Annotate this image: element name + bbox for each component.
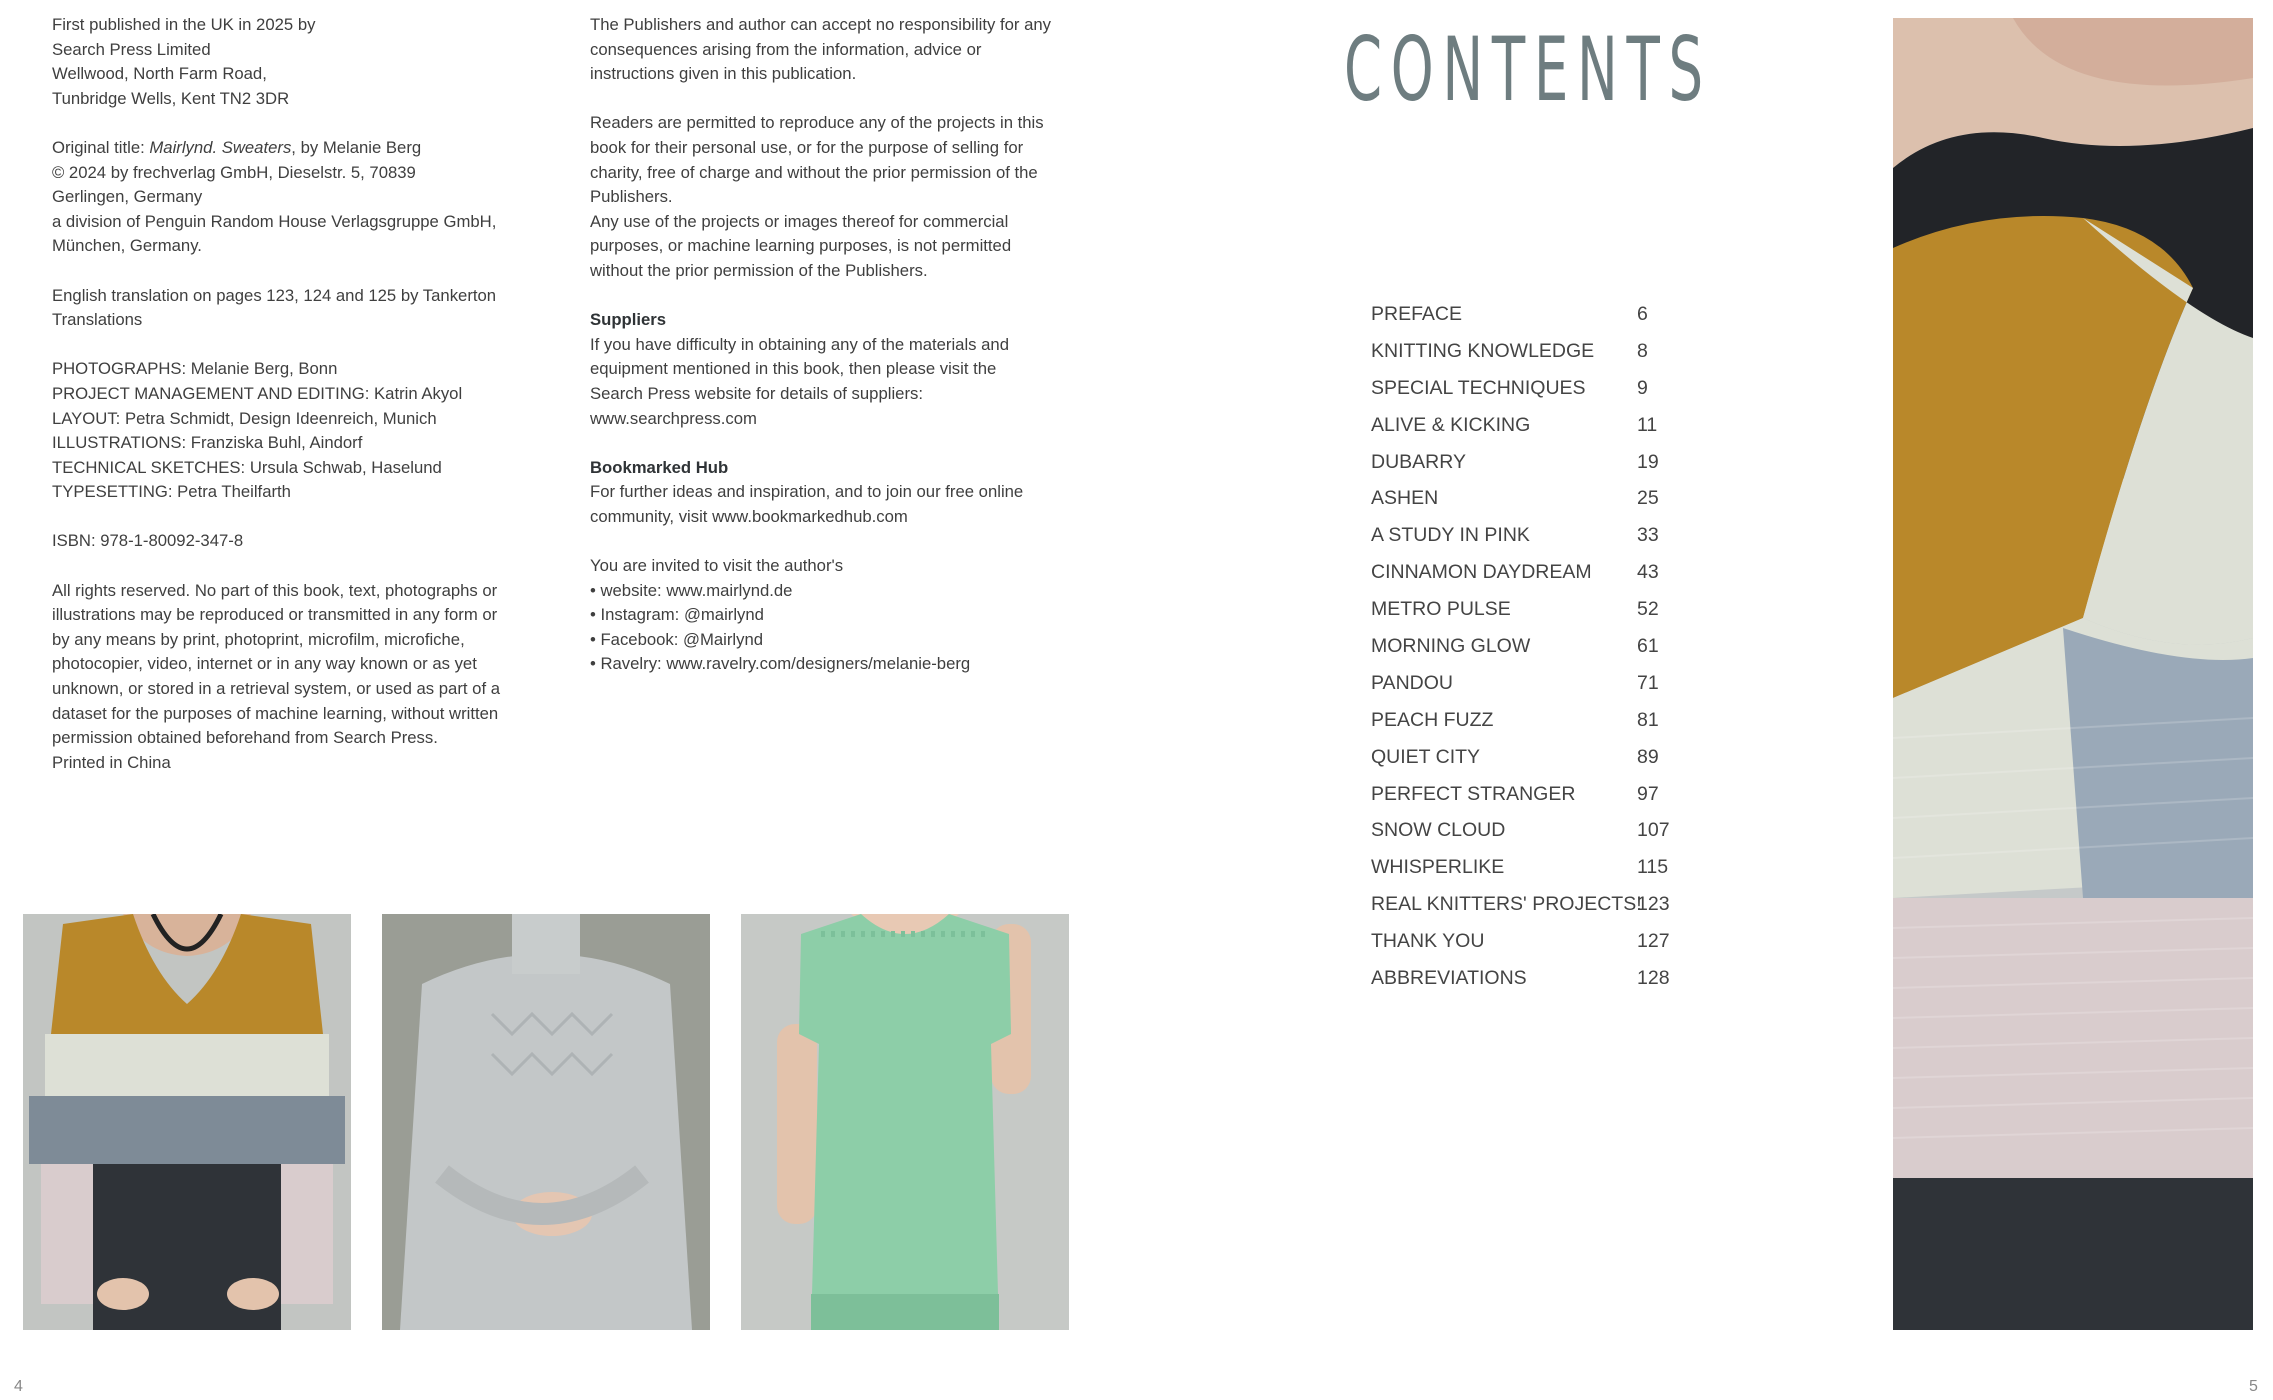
toc-entry-page: 107 [1637, 819, 1670, 842]
toc-entry-page: 115 [1637, 856, 1669, 879]
imprint-column-2 [590, 13, 1080, 702]
text-line: Any use of the projects or images thereof for commercial [590, 211, 1009, 231]
toc-entry-title: REAL KNITTERS' PROJECTS! [1371, 893, 1642, 916]
toc-entry-title: METRO PULSE [1371, 598, 1511, 621]
toc-entry[interactable] [1371, 591, 1691, 628]
text-line: Tunbridge Wells, Kent TN2 3DR [52, 88, 290, 108]
toc-entry[interactable] [1371, 370, 1691, 407]
text-line: unknown, or stored in a retrieval system, or used as part of a [52, 679, 500, 699]
suppliers-section [590, 308, 1080, 431]
text-line: equipment mentioned in this book, then please visit the [590, 359, 997, 379]
toc-entry-page: 127 [1637, 930, 1670, 953]
toc-entry-title: PANDOU [1371, 671, 1453, 694]
text-line: ISBN: 978-1-80092-347-8 [52, 531, 244, 551]
toc-entry-page: 123 [1637, 893, 1670, 916]
toc-entry[interactable] [1371, 702, 1691, 739]
toc-entry[interactable] [1371, 960, 1691, 997]
toc-entry-page: 33 [1637, 524, 1659, 547]
text-line: For further ideas and inspiration, and to join our free online [590, 482, 1024, 502]
toc-entry-title: THANK YOU [1371, 930, 1485, 953]
toc-entry-title: DUBARRY [1371, 450, 1466, 473]
text-line: TECHNICAL SKETCHES: Ursula Schwab, Haselund [52, 457, 442, 477]
text-line: The Publishers and author can accept no responsibility for any [590, 15, 1052, 34]
text-line: Printed in China [52, 752, 171, 772]
photo-mint-top [741, 914, 1069, 1330]
text-line: dataset for the purposes of machine learning, without written [52, 703, 499, 723]
rights-notice [52, 579, 532, 776]
text-line: purposes, or machine learning purposes, is not permitted [590, 236, 1012, 256]
text-line: Readers are permitted to reproduce any of the projects in this [590, 113, 1044, 133]
toc-entry-title: ALIVE & KICKING [1371, 413, 1531, 436]
toc-entry-title: ABBREVIATIONS [1371, 966, 1527, 989]
photo-mint-top-illustration [741, 914, 1069, 1330]
text-line: If you have difficulty in obtaining any of the materials and [590, 334, 1009, 354]
toc-entry[interactable] [1371, 776, 1691, 813]
toc-entry[interactable] [1371, 849, 1691, 886]
text-line: All rights reserved. No part of this book, text, photographs or [52, 580, 498, 600]
text-line: Search Press Limited [52, 39, 211, 59]
toc-entry-page: 43 [1637, 561, 1659, 584]
toc-entry-title: SNOW CLOUD [1371, 819, 1506, 842]
photo-striped-sweater [23, 914, 351, 1330]
toc-entry-title: WHISPERLIKE [1371, 856, 1505, 879]
toc-entry[interactable] [1371, 480, 1691, 517]
text-line: Translations [52, 310, 143, 330]
toc-entry-page: 89 [1637, 745, 1659, 768]
text-line: illustrations may be reproduced or transmitted in any form or [52, 605, 498, 625]
imprint-column-1 [52, 13, 532, 800]
text-line: without the prior permission of the Publishers. [590, 260, 928, 280]
author-instagram: • Instagram: @mairlynd [590, 605, 764, 625]
publication-info [52, 13, 532, 111]
text-line: PROJECT MANAGEMENT AND EDITING: Katrin Akyol [52, 383, 463, 403]
original-title-info [52, 136, 532, 259]
text-line: Wellwood, North Farm Road, [52, 64, 267, 84]
toc-entry-page: 97 [1637, 782, 1659, 805]
text-line: charity, free of charge and without the prior permission of the [590, 162, 1038, 182]
text-line: permission obtained beforehand from Search Press. [52, 728, 438, 748]
text-line: TYPESETTING: Petra Theilfarth [52, 482, 291, 502]
text-line: a division of Penguin Random House Verlagsgruppe GmbH, [52, 211, 497, 231]
text-line: photocopier, video, internet or in any way known or as yet [52, 654, 477, 674]
toc-entry[interactable] [1371, 739, 1691, 776]
toc-entry[interactable] [1371, 296, 1691, 333]
toc-entry-title: ASHEN [1371, 487, 1439, 510]
text-line: by any means by print, photoprint, microfilm, microfiche, [52, 629, 465, 649]
toc-entry-page: 128 [1637, 966, 1670, 989]
isbn [52, 529, 532, 554]
text-line: PHOTOGRAPHS: Melanie Berg, Bonn [52, 359, 338, 379]
text-line: ILLUSTRATIONS: Franziska Buhl, Aindorf [52, 433, 363, 453]
toc-entry-page: 61 [1637, 634, 1659, 657]
toc-entry-title: PERFECT STRANGER [1371, 782, 1576, 805]
disclaimer [590, 13, 1080, 87]
toc-entry-page: 9 [1637, 376, 1648, 399]
toc-entry-page: 6 [1637, 302, 1648, 325]
original-title: Mairlynd. Sweaters [149, 137, 292, 157]
toc-entry-title: PREFACE [1371, 302, 1463, 325]
toc-entry[interactable] [1371, 407, 1691, 444]
toc-entry[interactable] [1371, 665, 1691, 702]
author-website: • website: www.mairlynd.de [590, 580, 793, 600]
original-title-suffix: , by Melanie Berg [291, 137, 422, 157]
table-of-contents [1371, 296, 1691, 997]
text-line: consequences arising from the information, advice or [590, 39, 982, 59]
credits [52, 357, 532, 505]
photo-grey-sweater [382, 914, 710, 1330]
photo-sweater-closeup [1893, 18, 2253, 1330]
toc-entry-page: 81 [1637, 708, 1659, 731]
text-line: Gerlingen, Germany [52, 187, 203, 207]
toc-entry[interactable] [1371, 444, 1691, 481]
text-line: community, visit www.bookmarkedhub.com [590, 506, 908, 526]
toc-entry-page: 19 [1637, 450, 1659, 473]
text-line: instructions given in this publication. [590, 64, 857, 84]
author-ravelry: • Ravelry: www.ravelry.com/designers/melanie-berg [590, 654, 971, 674]
text-line: You are invited to visit the author's [590, 556, 844, 576]
toc-entry[interactable] [1371, 333, 1691, 370]
toc-entry-title: SPECIAL TECHNIQUES [1371, 376, 1586, 399]
suppliers-link: www.searchpress.com [590, 408, 757, 428]
hub-heading: Bookmarked Hub [590, 457, 729, 477]
toc-entry-title: KNITTING KNOWLEDGE [1371, 339, 1595, 362]
toc-entry[interactable] [1371, 554, 1691, 591]
toc-entry[interactable] [1371, 517, 1691, 554]
photo-grey-sweater-illustration [382, 914, 710, 1330]
text-line: © 2024 by frechverlag GmbH, Dieselstr. 5, 70839 [52, 162, 416, 182]
toc-entry-title: QUIET CITY [1371, 745, 1481, 768]
left-page [0, 0, 1136, 1400]
toc-entry-page: 71 [1637, 671, 1659, 694]
page-number-right: 5 [2249, 1378, 2258, 1395]
toc-entry-page: 8 [1637, 339, 1648, 362]
toc-entry-page: 52 [1637, 598, 1659, 621]
text-line: München, Germany. [52, 236, 202, 256]
toc-entry[interactable] [1371, 812, 1691, 849]
translation-info [52, 284, 532, 333]
toc-entry-page: 25 [1637, 487, 1659, 510]
toc-entry-title: PEACH FUZZ [1371, 708, 1494, 731]
author-links [590, 554, 1080, 677]
toc-entry[interactable] [1371, 628, 1691, 665]
suppliers-heading: Suppliers [590, 310, 667, 330]
text-line: LAYOUT: Petra Schmidt, Design Ideenreich, Munich [52, 408, 437, 428]
toc-entry-page: 11 [1637, 413, 1658, 436]
original-title-line [52, 136, 532, 161]
contents-title: CONTENTS [1344, 18, 1712, 121]
text-line: Publishers. [590, 187, 673, 207]
text-line: Search Press website for details of suppliers: [590, 383, 923, 403]
page-number-left: 4 [14, 1378, 23, 1395]
permissions [590, 111, 1080, 283]
text-line: First published in the UK in 2025 by [52, 15, 316, 34]
photo-striped-sweater-illustration [23, 914, 351, 1330]
toc-entry[interactable] [1371, 923, 1691, 960]
toc-entry-title: CINNAMON DAYDREAM [1371, 561, 1592, 584]
toc-entry[interactable] [1371, 886, 1691, 923]
photo-sweater-closeup-illustration [1893, 18, 2253, 1330]
original-title-prefix: Original title: [52, 137, 150, 157]
author-facebook: • Facebook: @Mairlynd [590, 629, 764, 649]
text-line: English translation on pages 123, 124 and 125 by Tankerton [52, 285, 497, 305]
text-line: book for their personal use, or for the purpose of selling for [590, 137, 1024, 157]
toc-entry-title: MORNING GLOW [1371, 634, 1531, 657]
hub-section [590, 456, 1080, 530]
toc-entry-title: A STUDY IN PINK [1371, 524, 1530, 547]
